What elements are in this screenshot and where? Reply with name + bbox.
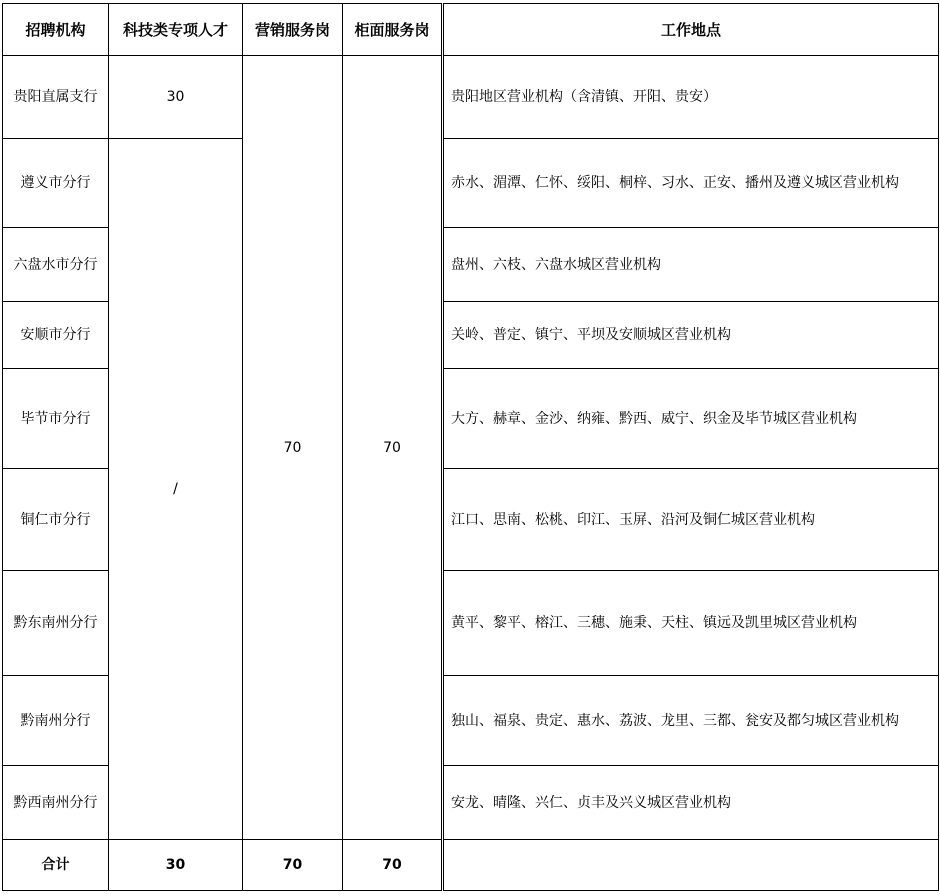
tech-count-others-merged: / <box>109 139 243 840</box>
header-counter: 柜面服务岗 <box>343 4 443 56</box>
total-counter: 70 <box>343 840 443 891</box>
header-org: 招聘机构 <box>3 4 109 56</box>
location-cell: 大方、赫章、金沙、纳雍、黔西、威宁、织金及毕节城区营业机构 <box>443 369 939 469</box>
location-cell: 盘州、六枝、六盘水城区营业机构 <box>443 228 939 302</box>
location-cell: 贵阳地区营业机构（含清镇、开阳、贵安） <box>443 56 939 139</box>
org-cell: 贵阳直属支行 <box>3 56 109 139</box>
org-cell: 安顺市分行 <box>3 302 109 369</box>
total-label: 合计 <box>3 840 109 891</box>
location-cell: 安龙、晴隆、兴仁、贞丰及兴义城区营业机构 <box>443 766 939 840</box>
table-row <box>3 56 939 139</box>
org-cell: 黔东南州分行 <box>3 571 109 676</box>
counter-count-merged: 70 <box>343 56 443 840</box>
org-cell: 黔西南州分行 <box>3 766 109 840</box>
header-location: 工作地点 <box>443 4 939 56</box>
total-location <box>443 840 939 891</box>
location-cell: 关岭、普定、镇宁、平坝及安顺城区营业机构 <box>443 302 939 369</box>
org-cell: 黔南州分行 <box>3 676 109 766</box>
location-cell: 黄平、黎平、榕江、三穗、施秉、天柱、镇远及凯里城区营业机构 <box>443 571 939 676</box>
location-cell: 独山、福泉、贵定、惠水、荔波、龙里、三都、瓮安及都匀城区营业机构 <box>443 676 939 766</box>
tech-count-guiyang: 30 <box>109 56 243 139</box>
location-cell: 江口、思南、松桃、印江、玉屏、沿河及铜仁城区营业机构 <box>443 469 939 571</box>
total-tech: 30 <box>109 840 243 891</box>
org-cell: 遵义市分行 <box>3 139 109 228</box>
org-cell: 铜仁市分行 <box>3 469 109 571</box>
org-cell: 毕节市分行 <box>3 369 109 469</box>
total-row <box>3 840 939 891</box>
total-marketing: 70 <box>243 840 343 891</box>
marketing-count-merged: 70 <box>243 56 343 840</box>
table-row <box>3 139 939 228</box>
header-row <box>3 4 939 56</box>
header-tech: 科技类专项人才 <box>109 4 243 56</box>
header-marketing: 营销服务岗 <box>243 4 343 56</box>
location-cell: 赤水、湄潭、仁怀、绥阳、桐梓、习水、正安、播州及遵义城区营业机构 <box>443 139 939 228</box>
recruitment-table <box>2 3 939 891</box>
org-cell: 六盘水市分行 <box>3 228 109 302</box>
